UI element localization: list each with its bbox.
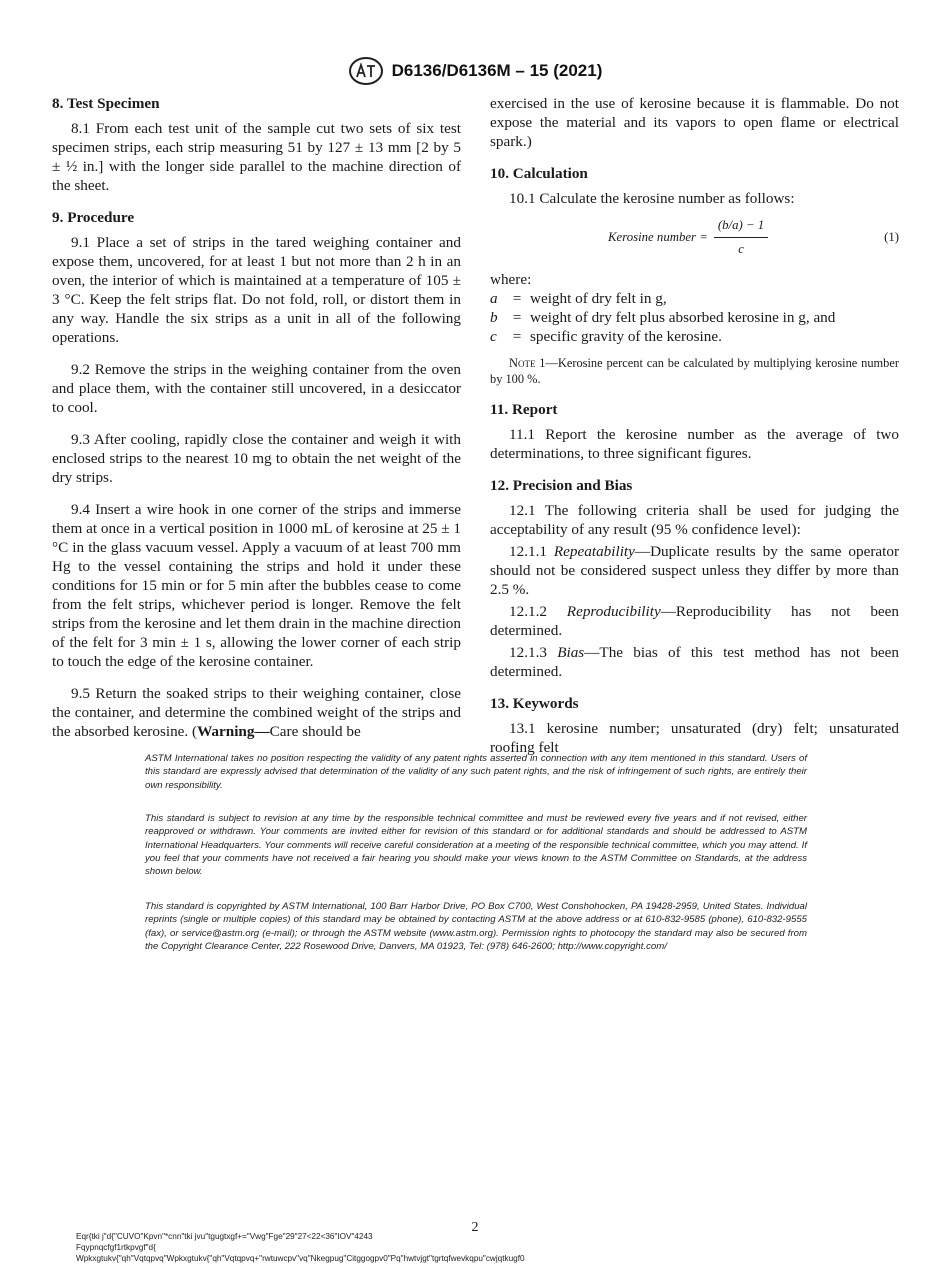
paragraph: 9.2 Remove the strips in the weighing container from the oven and place them, with the container still uncovered, in a desiccator to cool. <box>52 361 461 416</box>
page-header <box>0 54 950 88</box>
note <box>490 355 899 387</box>
paragraph: 10.1 Calculate the kerosine number as follows: <box>509 190 795 207</box>
paragraph: 13.1 kerosine number; unsaturated (dry) felt; unsaturated roofing felt <box>490 720 899 756</box>
paragraph <box>490 643 899 681</box>
paragraph: 12.1 The following criteria shall be used for judging the acceptability of any result (95 % confidence level): <box>490 502 899 538</box>
standard-designation: D6136/D6136M – 15 (2021) <box>391 61 603 80</box>
license-line: Wpkxgtukv{"qh"Vqtqpvq"Wpkxgtukv{"qh"Vqtqpvq+"rwtuwcpv"vq"Nkegpug"Citggogpv0"Pq"hwtvjgt"tgrtqfwevkqpu"cwjqtkugf0 <box>76 1254 525 1263</box>
paragraph <box>490 542 899 599</box>
paragraph-warning <box>52 684 461 741</box>
clause-term: Bias <box>557 644 585 661</box>
copyright-notice: This standard is copyrighted by ASTM International, 100 Barr Harbor Drive, PO Box C700, West Conshohocken, PA 19428-2959, United States. Individual reprints (single or multiple copies) of this standard may be obtained by contacting ASTM at the above address or at 610-832-9585 (phone), 610-832-9555 (fax), or service@astm.org (e-mail); or through the ASTM website (www.astm.org). Permission rights to photocopy the standard may also be secured from the Copyright Clearance Center, 222 Rosewood Drive, Danvers, MA 01923, Tel: (978) 646-2600; http://www.copyright.com/ <box>145 901 807 952</box>
section-heading: 10. Calculation <box>490 165 588 182</box>
revision-notice: This standard is subject to revision at any time by the responsible technical committee and must be reviewed every five years and if not revised, either reapproved or withdrawn. Your comments are invited either for revision of this standard or for additional standards and should be addressed to ASTM International Headquarters. Your comments will receive careful consideration at a meeting of the responsible technical committee, which you may attend. If you feel that your comments have not received a fair hearing you should make your views known to the ASTM Committee on Standards, at the address shown below. <box>145 813 807 878</box>
clause-term: Repeatability <box>553 543 635 560</box>
right-column <box>490 94 899 757</box>
equation <box>490 214 899 260</box>
equation-fraction <box>714 216 768 259</box>
license-line: Eqr{tki j"d{"CUVO"Kpvn"*cnn"tki jvu"tgugtxgf+="Vwg"Fge"29"27<22<36"IOV"4243 <box>76 1232 373 1241</box>
note-text: —Kerosine percent can be calculated by multiplying kerosine number by 100 %. <box>490 356 899 386</box>
definition-text: specific gravity of the kerosine. <box>530 328 722 345</box>
definition-text: weight of dry felt plus absorbed kerosine in g, and <box>530 309 836 326</box>
text-run: Care should be <box>269 723 361 740</box>
definition-item <box>490 308 899 327</box>
definition-item <box>490 289 899 308</box>
license-line: Fqypnqcfgf1rtkpvgf"d{ <box>76 1243 156 1252</box>
definition-symbol: a <box>490 290 498 307</box>
definition-equals: = <box>512 309 522 326</box>
equation-numerator: (b/a) − 1 <box>714 216 768 238</box>
patent-notice: ASTM International takes no position respecting the validity of any patent rights asserted in connection with any item mentioned in this standard. Users of this standard are expressly advised that determination of the validity of any such patent rights, and the risk of infringement of such rights, are entirely their own responsibility. <box>145 753 807 791</box>
equation-number: (1) <box>884 230 899 244</box>
warning-label: Warning— <box>197 723 270 740</box>
clause-number: 12.1.3 <box>509 644 558 661</box>
clause-text: —Reproducibility has not been determined. <box>490 603 900 639</box>
paragraph <box>490 602 899 640</box>
equation-body <box>608 214 768 260</box>
section-heading: 13. Keywords <box>490 695 579 712</box>
paragraph-continued: exercised in the use of kerosine because it is flammable. Do not expose the material and its vapors to open flame or electrical spark.) <box>490 95 899 150</box>
section-heading: 8. Test Specimen <box>52 95 160 112</box>
note-label: Note 1 <box>509 356 546 370</box>
definition-text: weight of dry felt in g, <box>530 290 667 307</box>
definition-item <box>490 327 899 346</box>
where-label: where: <box>490 271 532 288</box>
paragraph: 9.4 Insert a wire hook in one corner of the strips and immerse them at once in a vertical position in 1000 mL of kerosine at 25 ± 1 °C in the glass vacuum vessel. Apply a vacuum of at least 700 mm Hg to the vessel containing the strips and hold it under these conditions for 15 min or for 5 min after the bubbles cease to come from the felt strips, whichever period is longer. Remove the felt strips from the kerosine and let them drain in the machine direction of the felt for 3 min ± 1 s, allowing the lower corner of each strip to touch the edge of the kerosine container. <box>52 501 461 670</box>
paragraph: 9.1 Place a set of strips in the tared weighing container and expose them, uncovered, for at least 1 but not more than 2 h in an oven, the interior of which is maintained at a temperature of 105 ± 3 °C. Keep the felt strips flat. Do not fold, roll, or distort them in any way. Handle the six strips as a unit in all of the following operations. <box>52 234 461 346</box>
definition-symbol: b <box>490 309 498 326</box>
page-number: 2 <box>471 1220 479 1235</box>
clause-text: —Duplicate results by the same operator should not be considered suspect unless they differ by more than 2.5 %. <box>490 543 899 598</box>
clause-term: Reproducibility <box>566 603 661 620</box>
left-column <box>52 94 461 741</box>
clause-number: 12.1.2 <box>509 603 567 620</box>
equation-denominator: c <box>738 241 744 256</box>
paragraph: 11.1 Report the kerosine number as the average of two determinations, to three significant figures. <box>490 426 899 462</box>
clause-number: 12.1.1 <box>509 543 554 560</box>
equation-lhs: Kerosine number = <box>608 229 708 244</box>
definition-equals: = <box>512 290 522 307</box>
astm-logo-icon <box>348 56 384 86</box>
section-heading: 12. Precision and Bias <box>490 477 633 494</box>
definition-equals: = <box>512 328 522 345</box>
paragraph: 9.3 After cooling, rapidly close the container and weigh it with enclosed strips to the nearest 10 mg to obtain the net weight of the dry strips. <box>52 431 461 486</box>
section-heading: 9. Procedure <box>52 209 135 226</box>
definition-symbol: c <box>490 328 497 345</box>
paragraph: 8.1 From each test unit of the sample cut two sets of six test specimen strips, each strip measuring 51 by 127 ± 13 mm [2 by 5 ± ½ in.] with the longer side parallel to the machine direction of the sheet. <box>52 120 461 194</box>
clause-text: —The bias of this test method has not been determined. <box>490 644 900 680</box>
section-heading: 11. Report <box>490 401 558 418</box>
text-run: 9.5 Return the soaked strips to their weighing container, close the container, and determine the combined weight of the strips and the absorbed kerosine. ( <box>52 685 461 740</box>
definition-list <box>490 289 899 346</box>
